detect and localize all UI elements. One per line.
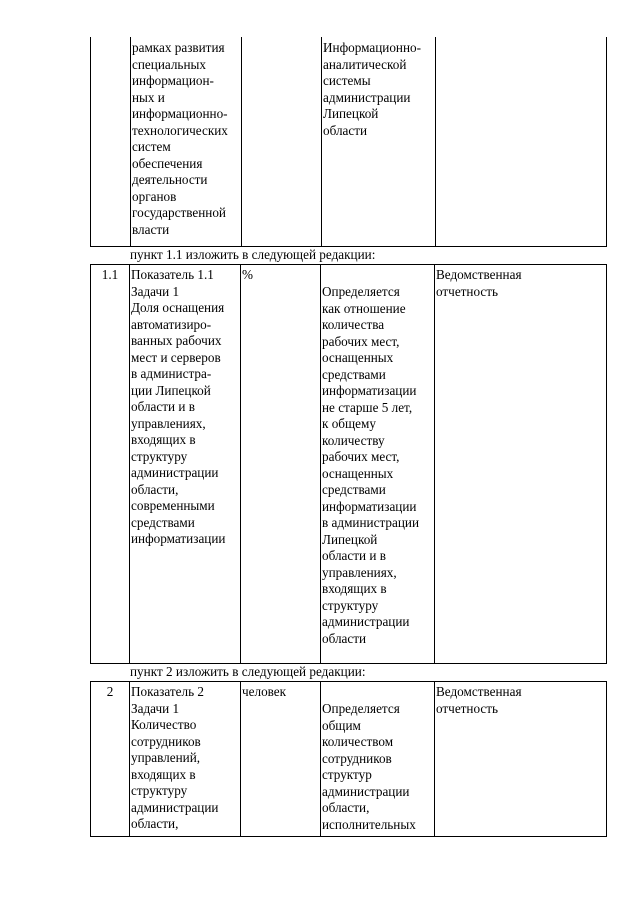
table-row-continued [90, 37, 607, 247]
unit-cell: % [242, 267, 253, 282]
edit-instruction-2: пункт 2 изложить в следующей редакции: [130, 664, 366, 679]
edit-instruction-1-1: пункт 1.1 изложить в следующей редакции: [130, 247, 376, 262]
column-divider [129, 265, 130, 663]
calculation-method-cell: Определяется как отношение количества рабочих мест, оснащенных средствами информатизации не старше 5 лет, к общему количеству рабочих мест, оснащенных средствами информатизации в администрации Липецкой области и в управлениях, входящих в структуру администрации области [322, 284, 420, 646]
column-divider [320, 265, 321, 663]
table-row-2 [90, 681, 607, 837]
column-divider [129, 682, 130, 836]
calculation-method-cell: Определяется общим количеством сотрудников структур администрации области, исполнительных [322, 701, 416, 832]
indicator-name-cell: Показатель 1.1 Задачи 1 Доля оснащения автоматизиро- ванных рабочих мест и серверов в администра- ции Липецкой области и в управлениях, входящих в структуру администрации области, современными средствами информатизации [131, 267, 226, 546]
indicator-name-cell: Показатель 2 Задачи 1 Количество сотрудников управлений, входящих в структуру администрации области, [131, 684, 219, 831]
column-divider [320, 682, 321, 836]
data-source-cell: Ведомственная отчетность [436, 684, 522, 716]
table-row-1-1 [90, 264, 607, 664]
row-number-cell: 1.1 [101, 267, 119, 282]
data-source-cell: Ведомственная отчетность [436, 267, 522, 299]
column-divider [435, 37, 436, 246]
column-divider [321, 37, 322, 246]
unit-cell: человек [242, 684, 287, 699]
indicator-name-cell: рамках развития специальных информацион- ных и информационно- технологических систем обеспечения деятельности органов государственной власти [132, 40, 228, 237]
column-divider [130, 37, 131, 246]
row-number-cell: 2 [106, 684, 114, 699]
calculation-method-cell: Информационно- аналитической системы администрации Липецкой области [323, 40, 422, 138]
